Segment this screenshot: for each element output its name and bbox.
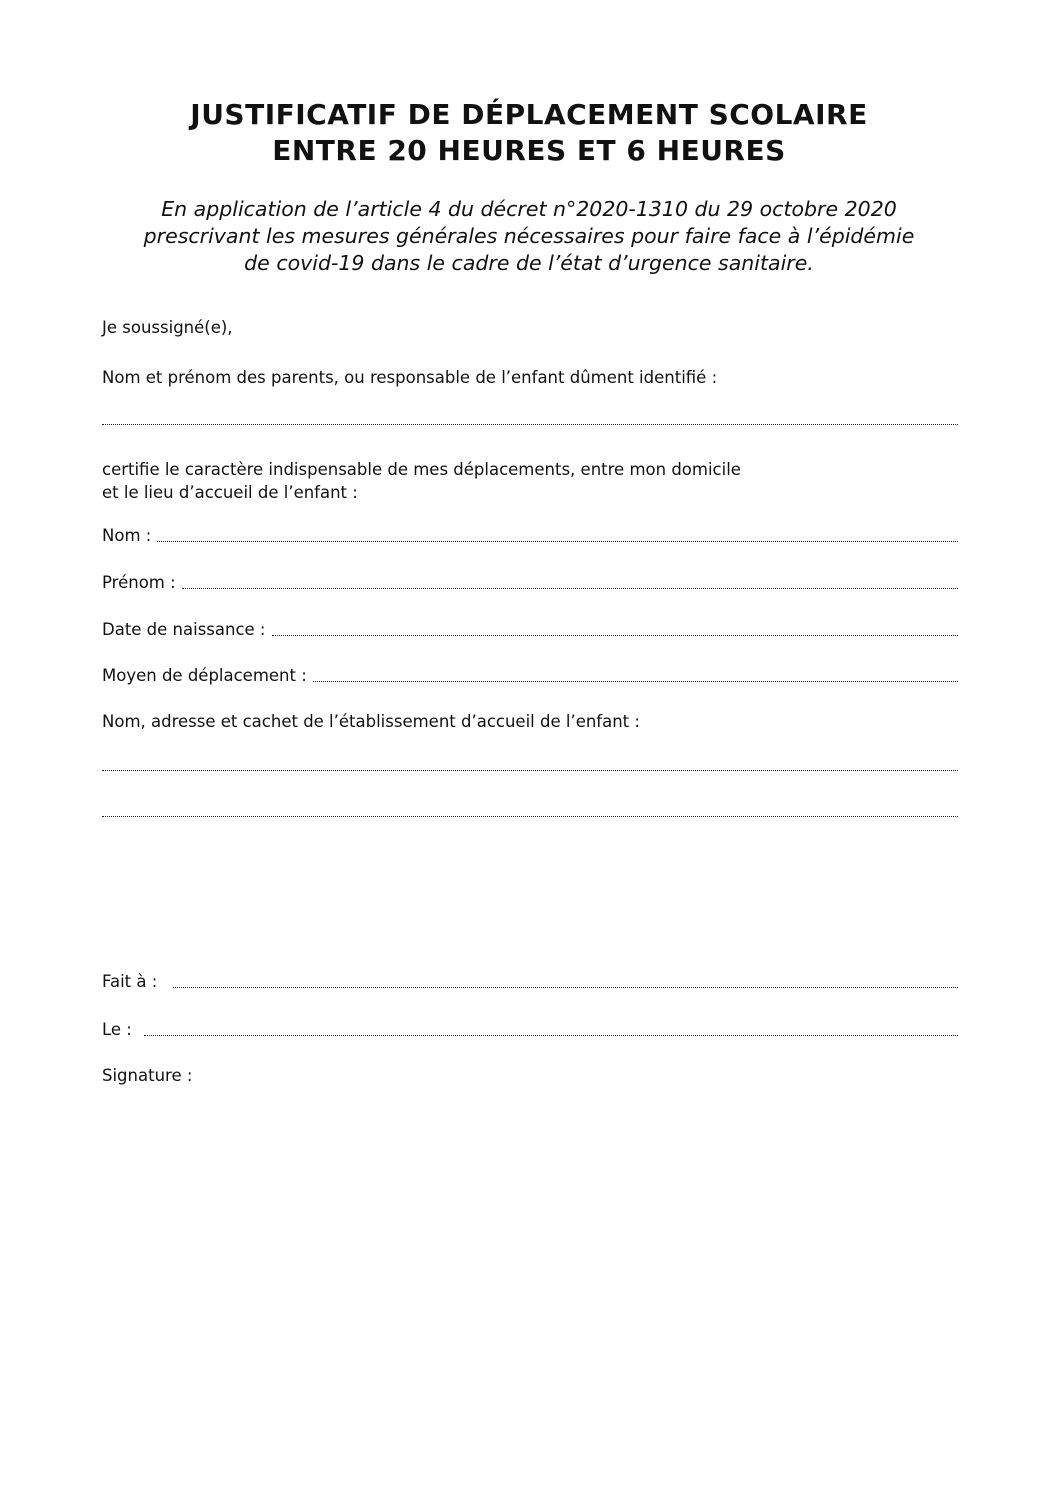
title-line-2: ENTRE 20 HEURES ET 6 HEURES [272, 134, 786, 167]
parents-label: Nom et prénom des parents, ou responsable de l’enfant dûment identifié : [102, 368, 718, 387]
nom-field[interactable] [157, 541, 958, 542]
date-label: Le : [102, 1020, 132, 1039]
subtitle-line-2: prescrivant les mesures générales nécessaires pour faire face à l’épidémie [143, 224, 915, 248]
nom-row [102, 522, 958, 548]
prenom-field[interactable] [182, 588, 958, 589]
fait-a-label: Fait à : [102, 972, 158, 991]
prenom-row [102, 569, 958, 595]
moyen-deplacement-label: Moyen de déplacement : [102, 666, 307, 685]
moyen-deplacement-row [102, 662, 958, 688]
date-field[interactable] [144, 1035, 958, 1036]
nom-label: Nom : [102, 526, 152, 545]
title-line-1: JUSTIFICATIF DE DÉPLACEMENT SCOLAIRE [190, 98, 868, 131]
etablissement-field-line-1[interactable] [102, 770, 958, 771]
date-row [102, 1016, 958, 1042]
parents-name-field[interactable] [102, 424, 958, 425]
subtitle-line-1: En application de l’article 4 du décret n°2020-1310 du 29 octobre 2020 [161, 197, 897, 221]
fait-a-field[interactable] [173, 987, 958, 988]
date-naissance-label: Date de naissance : [102, 620, 266, 639]
date-naissance-row [102, 616, 958, 642]
moyen-deplacement-field[interactable] [313, 681, 958, 682]
intro-text: Je soussigné(e), [102, 318, 233, 337]
certify-text-line-2: et le lieu d’accueil de l’enfant : [102, 483, 358, 502]
etablissement-label: Nom, adresse et cachet de l’établissement d’accueil de l’enfant : [102, 712, 640, 731]
signature-label: Signature : [102, 1066, 193, 1085]
etablissement-field-line-2[interactable] [102, 816, 958, 817]
certify-text-line-1: certifie le caractère indispensable de mes déplacements, entre mon domicile [102, 460, 741, 479]
subtitle-line-3: de covid-19 dans le cadre de l’état d’urgence sanitaire. [244, 251, 814, 275]
prenom-label: Prénom : [102, 573, 176, 592]
fait-a-row [102, 968, 958, 994]
date-naissance-field[interactable] [272, 635, 959, 636]
